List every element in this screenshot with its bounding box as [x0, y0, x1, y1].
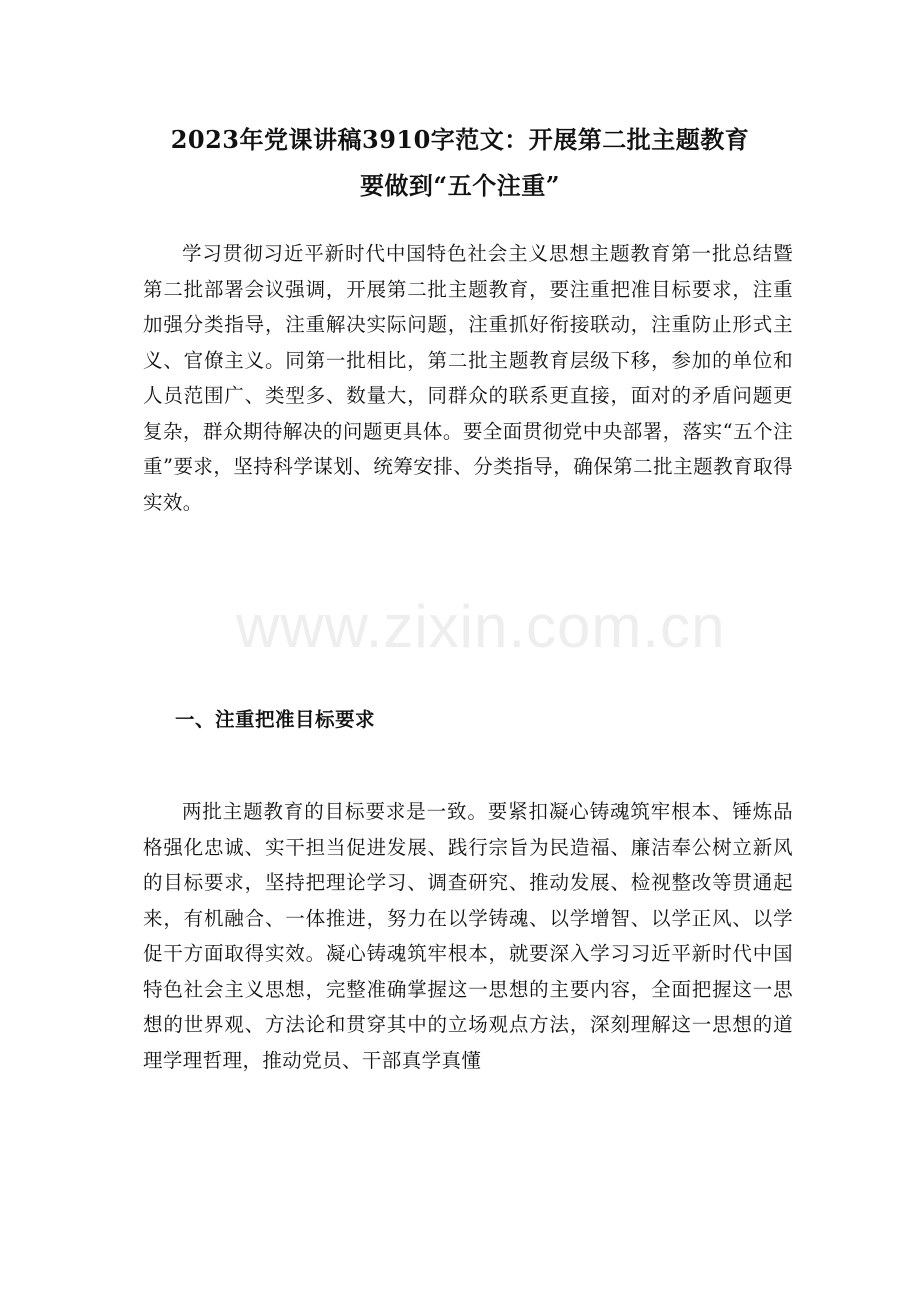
paragraph-section1: 两批主题教育的目标要求是一致。要紧扣凝心铸魂筑牢根本、锤炼品格强化忠诚、实干担当促进发展、践行宗旨为民造福、廉洁奉公树立新风的目标要求，坚持把理论学习、调查研究、推动发展、检视整改等贯通起来，有机融合、一体推进，努力在以学铸魂、以学增智、以学正风、以学促干方面取得实效。凝心铸魂筑牢根本，就要深入学习习近平新时代中国特色社会主义思想，完整准确掌握这一思想的主要内容，全面把握这一思想的世界观、方法论和贯穿其中的立场观点方法，深刻理解这一思想的道理学理哲理，推动党员、干部真学真懂 [143, 800, 793, 1072]
paragraph-intro: 学习贯彻习近平新时代中国特色社会主义思想主题教育第一批总结暨第二批部署会议强调，开展第二批主题教育，要注重把准目标要求，注重加强分类指导，注重解决实际问题，注重抓好衔接联动，注重防止形式主义、官僚主义。同第一批相比，第二批主题教育层级下移，参加的单位和人员范围广、类型多、数量大，同群众的联系更直接，面对的矛盾问题更复杂，群众期待解决的问题更具体。要全面贯彻党中央部署，落实“五个注重”要求，坚持科学谋划、统筹安排、分类指导，确保第二批主题教育取得实效。 [143, 242, 793, 514]
document-title-line1: 2023年党课讲稿3910字范文：开展第二批主题教育 [170, 125, 750, 154]
section-heading-1: 一、注重把准目标要求 [175, 708, 376, 731]
watermark: www.zixin.com.cn [236, 593, 726, 660]
document-title-line2: 要做到“五个注重” [359, 171, 561, 200]
